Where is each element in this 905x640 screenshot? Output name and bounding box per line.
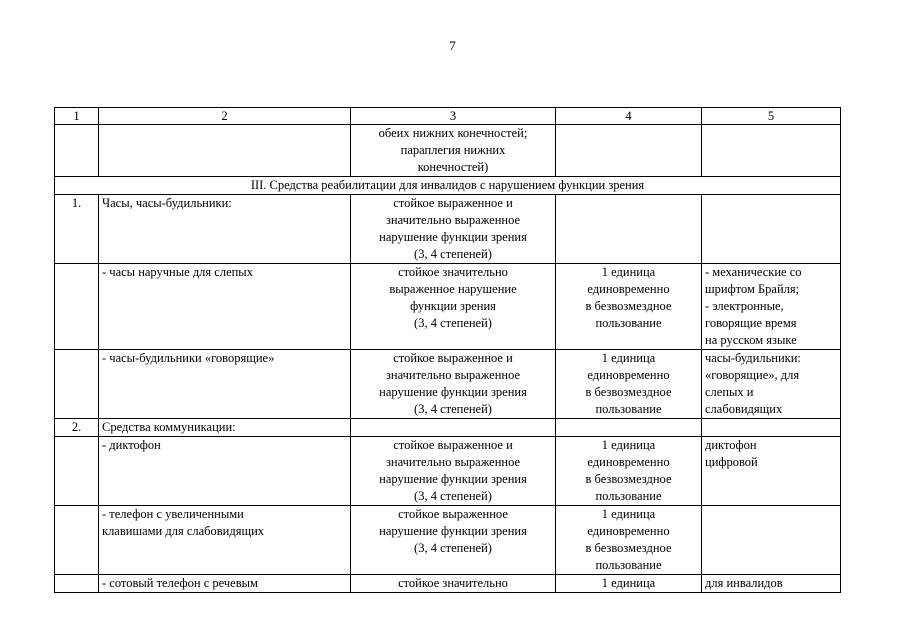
note: [702, 419, 841, 437]
medical-indication-line: (3, 4 степеней): [414, 402, 492, 416]
quantity-line: 1 единица: [601, 507, 656, 521]
medical-indication-line: значительно выраженное: [385, 368, 521, 382]
note: [702, 350, 841, 419]
quantity-line: единовременно: [587, 282, 670, 296]
quantity-line: в безвозмездное: [585, 385, 672, 399]
medical-indication: [351, 350, 556, 419]
quantity-line: в безвозмездное: [585, 299, 672, 313]
note: [702, 575, 841, 593]
aid-name-line: - телефон с увеличенными: [102, 507, 244, 521]
medical-indication-line: функции зрения: [410, 299, 496, 313]
note-line: для инвалидов: [705, 576, 783, 590]
table-row: [55, 437, 841, 506]
aid-name: [99, 350, 351, 419]
quantity-line: пользование: [595, 489, 662, 503]
quantity-line: единовременно: [587, 368, 670, 382]
medical-indication-line: нарушение функции зрения: [379, 230, 527, 244]
medical-indication: [351, 506, 556, 575]
medical-indication: [351, 195, 556, 264]
table-row: [55, 575, 841, 593]
page-number: 7: [449, 38, 456, 53]
quantity: [556, 506, 702, 575]
section-row: [55, 177, 841, 195]
medical-indication-line: параплегия нижних: [400, 143, 506, 157]
quantity: [556, 195, 702, 264]
item-number: [55, 437, 99, 506]
medical-indication: [351, 264, 556, 350]
note: [702, 125, 841, 177]
medical-indication-line: конечностей): [417, 160, 489, 174]
medical-indication-line: стойкое выраженное и: [393, 196, 513, 210]
medical-indication-line: стойкое выраженное: [398, 507, 508, 521]
medical-indication-line: (3, 4 степеней): [414, 316, 492, 330]
medical-indication-line: (3, 4 степеней): [414, 541, 492, 555]
aid-name: [99, 575, 351, 593]
note-line: - электронные,: [705, 299, 784, 313]
aid-name-line: - диктофон: [102, 438, 161, 452]
aid-name: [99, 125, 351, 177]
note-line: шрифтом Брайля;: [705, 282, 800, 296]
medical-indication: [351, 437, 556, 506]
header-row: [55, 108, 841, 125]
medical-indication-line: обеих нижних конечностей;: [378, 126, 528, 140]
header-cell: 5: [702, 108, 841, 125]
quantity-line: 1 единица: [601, 438, 656, 452]
section-title: III. Средства реабилитации для инвалидов с нарушением функции зрения: [55, 177, 841, 195]
medical-indication-line: стойкое выраженное и: [393, 351, 513, 365]
quantity: [556, 437, 702, 506]
aid-name-line: Средства коммуникации:: [102, 420, 236, 434]
header-cell: 2: [99, 108, 351, 125]
item-number: 1.: [55, 195, 99, 264]
medical-indication-line: нарушение функции зрения: [379, 472, 527, 486]
medical-indication-line: выраженное нарушение: [389, 282, 517, 296]
medical-indication-line: значительно выраженное: [385, 213, 521, 227]
quantity-line: в безвозмездное: [585, 472, 672, 486]
quantity: [556, 125, 702, 177]
aid-name: [99, 506, 351, 575]
header-cell: 1: [55, 108, 99, 125]
aid-name: [99, 195, 351, 264]
medical-indication-line: стойкое выраженное и: [393, 438, 513, 452]
note: [702, 506, 841, 575]
table-row: [55, 195, 841, 264]
quantity-line: пользование: [595, 316, 662, 330]
note-line: часы-будильники:: [705, 351, 801, 365]
quantity: [556, 419, 702, 437]
note-line: говорящие время: [705, 316, 797, 330]
medical-indication: [351, 575, 556, 593]
aid-name-line: Часы, часы-будильники:: [102, 196, 232, 210]
quantity-line: 1 единица: [601, 265, 656, 279]
item-number: [55, 125, 99, 177]
header-cell: 4: [556, 108, 702, 125]
note: [702, 437, 841, 506]
aid-name-line: - сотовый телефон с речевым: [102, 576, 258, 590]
item-number: [55, 264, 99, 350]
quantity-line: 1 единица: [601, 351, 656, 365]
note-line: диктофон: [705, 438, 757, 452]
aid-name-line: - часы наручные для слепых: [102, 265, 253, 279]
aid-name: [99, 264, 351, 350]
aid-name: [99, 419, 351, 437]
table-row: [55, 506, 841, 575]
medical-indication: [351, 419, 556, 437]
aid-name-line: - часы-будильники «говорящие»: [102, 351, 275, 365]
quantity-line: единовременно: [587, 524, 670, 538]
note-line: на русском языке: [705, 333, 797, 347]
quantity: [556, 350, 702, 419]
aid-name-line: клавишами для слабовидящих: [102, 524, 265, 538]
note: [702, 264, 841, 350]
quantity-line: 1 единица: [601, 576, 656, 590]
medical-indication-line: стойкое значительно: [398, 576, 508, 590]
item-number: 2.: [55, 419, 99, 437]
medical-indication-line: значительно выраженное: [385, 455, 521, 469]
quantity-line: в безвозмездное: [585, 541, 672, 555]
table-row: [55, 264, 841, 350]
quantity-line: единовременно: [587, 455, 670, 469]
note-line: «говорящие», для: [705, 368, 800, 382]
table-row: [55, 125, 841, 177]
note: [702, 195, 841, 264]
medical-indication-line: нарушение функции зрения: [379, 524, 527, 538]
medical-indication-line: (3, 4 степеней): [414, 489, 492, 503]
quantity-line: пользование: [595, 402, 662, 416]
header-cell: 3: [351, 108, 556, 125]
medical-indication: [351, 125, 556, 177]
quantity-line: пользование: [595, 558, 662, 572]
medical-indication-line: (3, 4 степеней): [414, 247, 492, 261]
note-line: - механические со: [705, 265, 802, 279]
item-number: [55, 506, 99, 575]
medical-indication-line: стойкое значительно: [398, 265, 508, 279]
table-row: [55, 419, 841, 437]
table-row: [55, 350, 841, 419]
item-number: [55, 575, 99, 593]
aids-table: [54, 107, 841, 593]
quantity: [556, 264, 702, 350]
note-line: цифровой: [705, 455, 758, 469]
note-line: слабовидящих: [705, 402, 783, 416]
aid-name: [99, 437, 351, 506]
item-number: [55, 350, 99, 419]
medical-indication-line: нарушение функции зрения: [379, 385, 527, 399]
note-line: слепых и: [705, 385, 754, 399]
quantity: [556, 575, 702, 593]
